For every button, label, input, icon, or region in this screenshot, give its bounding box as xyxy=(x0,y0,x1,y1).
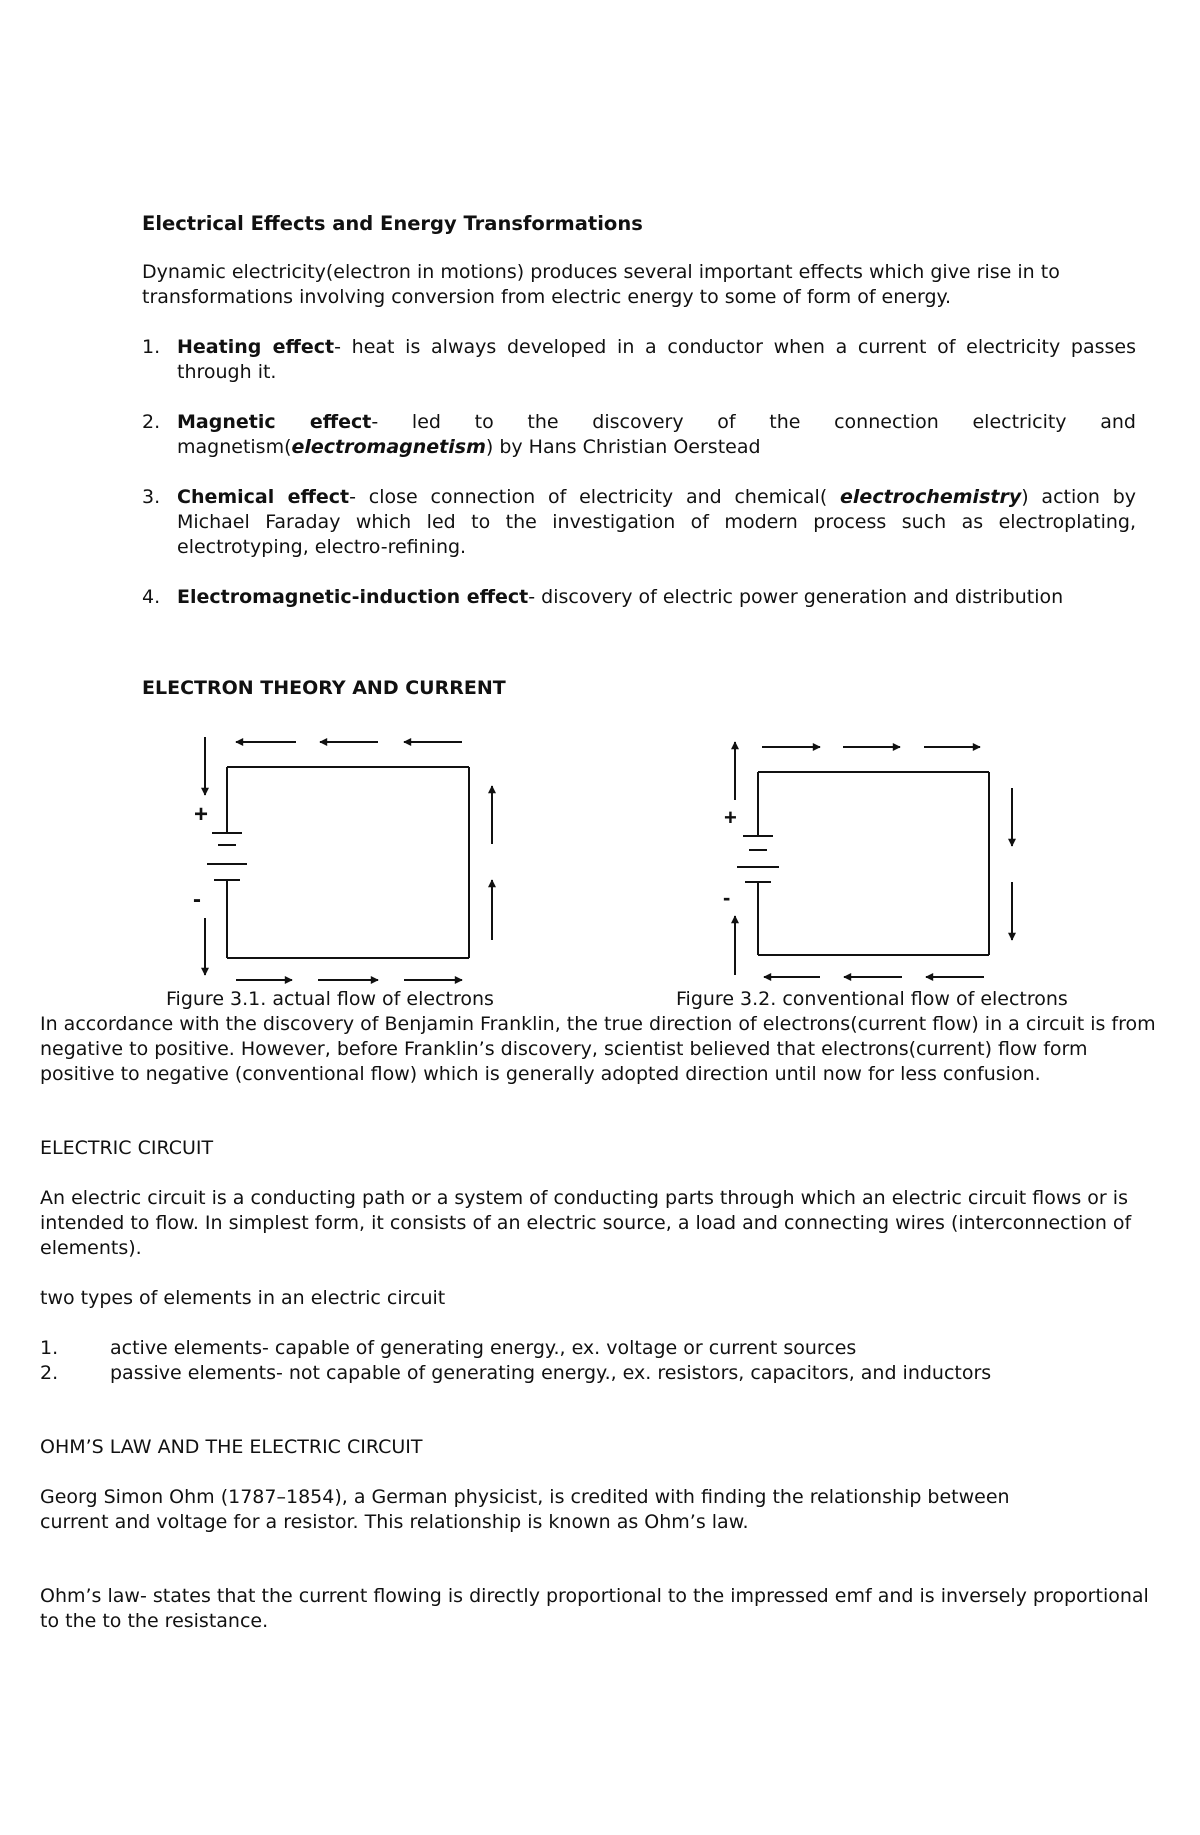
figure-caption-2: Figure 3.2. conventional flow of electrons xyxy=(676,988,1068,1010)
elements-intro: two types of elements in an electric circuit xyxy=(40,1287,446,1309)
elements-list xyxy=(40,1336,1160,1386)
page-title: Electrical Effects and Energy Transformations xyxy=(142,212,643,235)
effect-description-end: ) by Hans Christian Oerstead xyxy=(485,436,761,458)
list-number: 3. xyxy=(142,486,161,508)
electric-circuit-heading: ELECTRIC CIRCUIT xyxy=(40,1137,214,1159)
list-number: 2. xyxy=(142,411,161,433)
effect-description: - close connection of electricity and chemical( xyxy=(349,486,841,508)
effect-description: - discovery of electric power generation and distribution xyxy=(528,586,1064,608)
effect-emphasis: electrochemistry xyxy=(840,486,1022,508)
electron-theory-heading: ELECTRON THEORY AND CURRENT xyxy=(142,677,506,699)
list-number: 1. xyxy=(142,336,161,358)
list-text: active elements- capable of generating energy., ex. voltage or current sources xyxy=(110,1337,857,1359)
ohms-law-definition: Ohm’s law- states that the current flowing is directly proportional to the impressed emf and is inversely proportional to the to the resistance. xyxy=(40,1585,1149,1632)
effect-name: Chemical effect xyxy=(177,486,350,508)
minus-sign: - xyxy=(193,886,201,913)
list-text: passive elements- not capable of generating energy., ex. resistors, capacitors, and inductors xyxy=(110,1362,992,1384)
electric-circuit-paragraph: An electric circuit is a conducting path or a system of conducting parts through which an electric circuit flows or is intended to flow. In simplest form, it consists of an electric source, a load and connecting wires (interconnection of elements). xyxy=(40,1187,1132,1259)
ohms-law-heading: OHM’S LAW AND THE ELECTRIC CIRCUIT xyxy=(40,1436,423,1458)
plus-sign: + xyxy=(194,801,209,828)
effect-name: Electromagnetic-induction effect xyxy=(177,586,529,608)
effect-description: - heat is always developed in a conductor when a current of electricity passes through it. xyxy=(177,336,1136,383)
ohm-paragraph-line1: Georg Simon Ohm (1787–1854), a German physicist, is credited with finding the relationship between xyxy=(40,1486,1010,1508)
list-item xyxy=(40,1361,1160,1386)
list-number: 1. xyxy=(40,1337,59,1359)
franklin-paragraph: In accordance with the discovery of Benjamin Franklin, the true direction of electrons(current flow) in a circuit is from negative to positive. However, before Franklin’s discovery, scientist believed that electrons(current) flow form positive to negative (conventional flow) which is generally adopted direction until now for less confusion. xyxy=(40,1013,1156,1085)
list-number: 2. xyxy=(40,1362,59,1384)
figure-conventional-flow xyxy=(735,742,1012,977)
list-number: 4. xyxy=(142,586,161,608)
list-item xyxy=(40,1336,1160,1361)
effect-description: - led to the discovery of the connection electricity and magnetism( xyxy=(177,411,1136,458)
figure-caption-1: Figure 3.1. actual flow of electrons xyxy=(166,988,494,1010)
effect-description-end: ) action by Michael Faraday which led to the investigation of modern process such as electroplating, electrotyping, electro-refining. xyxy=(177,486,1137,558)
minus-sign: - xyxy=(723,885,731,910)
effect-name: Magnetic effect xyxy=(177,411,372,433)
plus-sign: + xyxy=(724,805,737,830)
effect-emphasis: electromagnetism xyxy=(291,436,486,458)
figure-actual-flow xyxy=(205,737,492,980)
ohm-paragraph-line2: current and voltage for a resistor. This relationship is known as Ohm’s law. xyxy=(40,1511,749,1533)
intro-paragraph: Dynamic electricity(electron in motions) produces several important effects which give rise in to transformations involving conversion from electric energy to some of form of energy. xyxy=(142,261,1060,308)
effect-name: Heating effect xyxy=(177,336,335,358)
